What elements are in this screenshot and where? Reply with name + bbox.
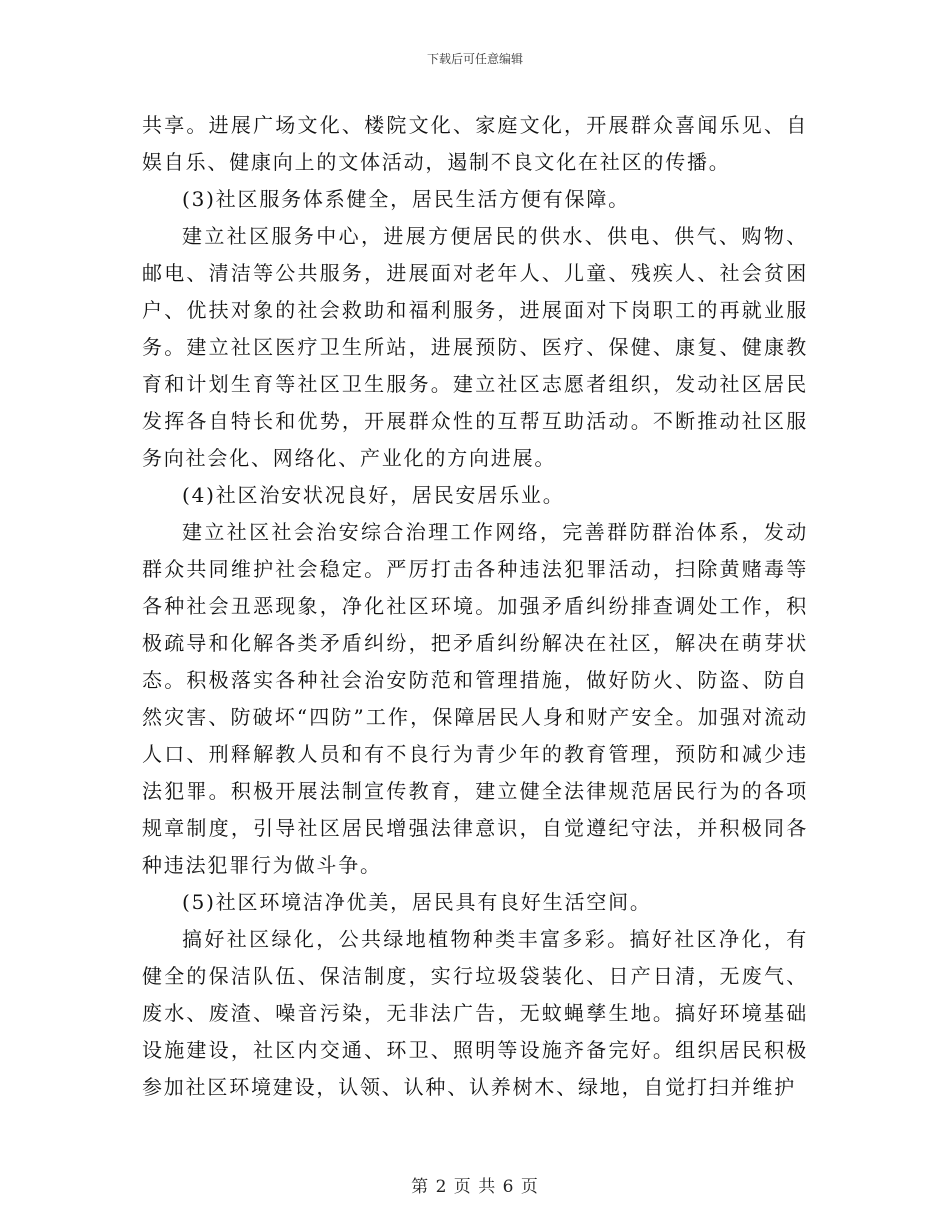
paragraph-public-security: 建立社区社会治安综合治理工作网络，完善群防群治体系，发动群众共同维护社会稳定。严厉打击各种违法犯罪活动，扫除黄赌毒等各种社会丑恶现象，净化社区环境。加强矛盾纠纷排查调处工作，积极疏导和化解各类矛盾纠纷，把矛盾纠纷解决在社区，解决在萌芽状态。积极落实各种社会治安防范和管理措施，做好防火、防盗、防自然灾害、防破坏“四防”工作，保障居民人身和财产安全。加强对流动人口、刑释解教人员和有不良行为青少年的教育管理，预防和减少违法犯罪。积极开展法制宣传教育，建立健全法律规范居民行为的各项规章制度，引导社区居民增强法律意识，自觉遵纪守法，并积极同各种违法犯罪行为做斗争。 <box>142 520 808 877</box>
section-heading-4: (4)社区治安状况良好，居民安居乐业。 <box>182 483 565 507</box>
section-heading-5: (5)社区环境洁净优美，居民具有良好生活空间。 <box>182 890 652 914</box>
section-heading-3: (3)社区服务体系健全，居民生活方便有保障。 <box>182 187 630 211</box>
paragraph-continued: 共享。进展广场文化、楼院文化、家庭文化，开展群众喜闻乐见、自娱自乐、健康向上的文体活动，遏制不良文化在社区的传播。 <box>142 113 808 174</box>
paragraph-community-service: 建立社区服务中心，进展方便居民的供水、供电、供气、购物、邮电、清洁等公共服务，进展面对老年人、儿童、残疾人、社会贫困户、优扶对象的社会救助和福利服务，进展面对下岗职工的再就业服务。建立社区医疗卫生所站，进展预防、医疗、保健、康复、健康教育和计划生育等社区卫生服务。建立社区志愿者组织，发动社区居民发挥各自特长和优势，开展群众性的互帮互助活动。不断推动社区服务向社会化、网络化、产业化的方向进展。 <box>142 224 808 470</box>
page-header: 下载后可任意编辑 <box>426 52 523 66</box>
document-body <box>142 107 808 1106</box>
page-footer: 第 2 页 共 6 页 <box>411 1177 539 1197</box>
paragraph-environment: 搞好社区绿化，公共绿地植物种类丰富多彩。搞好社区净化，有健全的保洁队伍、保洁制度，实行垃圾袋装化、日产日清，无废气、废水、废渣、噪音污染，无非法广告，无蚊蝇孳生地。搞好环境基础设施建设，社区内交通、环卫、照明等设施齐备完好。组织居民积极参加社区环境建设，认领、认种、认养树木、绿地，自觉打扫并维护 <box>142 927 808 1099</box>
